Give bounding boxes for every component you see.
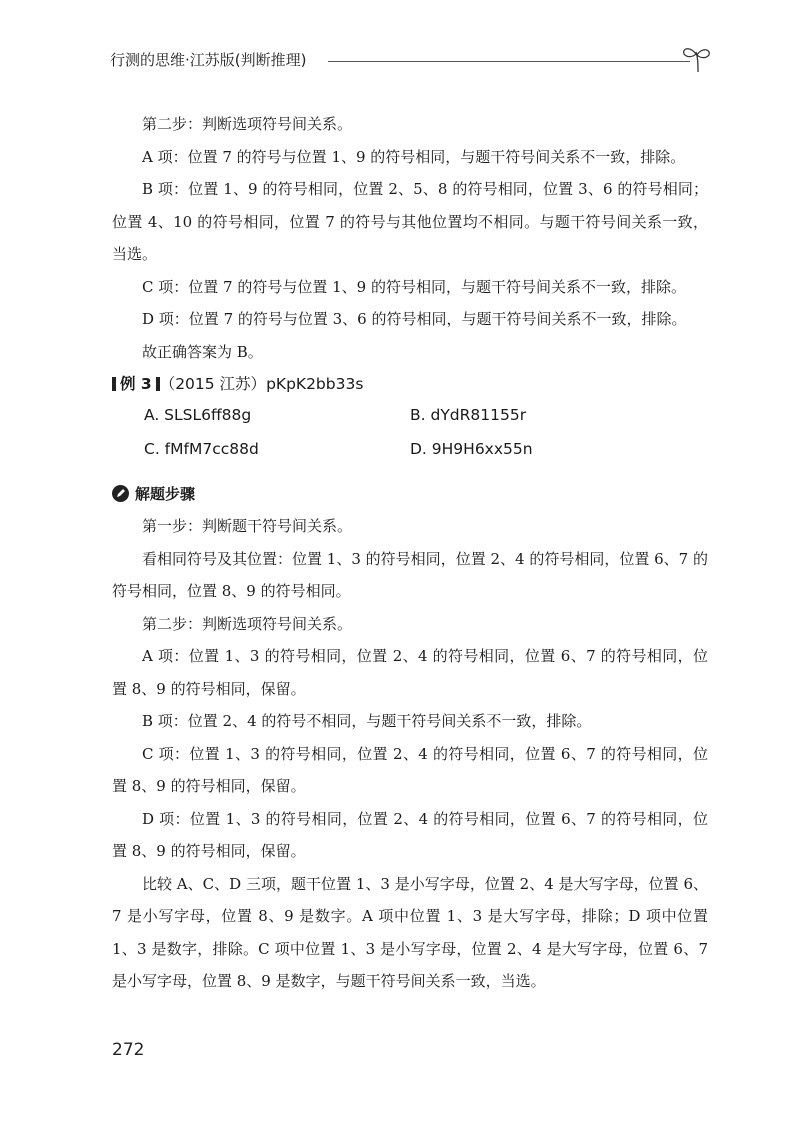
solution-step1: 第一步：判断题干符号间关系。 xyxy=(142,517,353,535)
example-source: （2015 江苏） xyxy=(159,375,267,393)
solution-option-c: C 项：位置 1、3 的符号相同，位置 2、4 的符号相同，位置 6、7 的符号相同，位置 8、9 的符号相同，保留。 xyxy=(112,744,708,795)
section1-answer: 故正确答案为 B。 xyxy=(142,342,263,361)
option-c: C. fMfM7cc88d xyxy=(144,440,259,458)
solution-compare: 比较 A、C、D 三项，题干位置 1、3 是小写字母，位置 2、4 是大写字母，位置 6、7 是小写字母，位置 8、9 是数字。A 项中位置 1、3 是大写字母，排除；D 项中位置 1、3 是数字，排除。C 项中位置 1、3 是小写字母，位置 2、4 是大写字母，位置 6、7 是小写字母，位置 8、9 是数字，与题干符号间关系一致，当选。 xyxy=(112,874,713,990)
page-number: 272 xyxy=(112,1040,145,1060)
sprout-icon xyxy=(678,44,718,74)
option-d: D. 9H9H6xx55n xyxy=(410,440,533,458)
solution-option-b: B 项：位置 2、4 的符号不相同，与题干符号间关系不一致，排除。 xyxy=(142,712,592,730)
example-heading xyxy=(112,368,708,400)
page-content xyxy=(112,108,713,998)
example-question: pKpK2bb33s xyxy=(266,375,364,393)
solution-heading xyxy=(112,478,708,510)
running-header xyxy=(110,44,715,74)
solution-option-a: A 项：位置 1、3 的符号相同，位置 2、4 的符号相同，位置 6、7 的符号相同，位置 8、9 的符号相同，保留。 xyxy=(112,647,708,698)
option-b: B. dYdR81155r xyxy=(410,406,527,424)
section1-option-c: C 项：位置 7 的符号与位置 1、9 的符号相同，与题干符号间关系不一致，排除。 xyxy=(142,277,686,296)
section1-option-b: B 项：位置 1、9 的符号相同，位置 2、5、8 的符号相同，位置 3、6 的符号相同；位置 4、10 的符号相同，位置 7 的符号与其他位置均不相同。与题干符号间关系一致，当选。 xyxy=(112,180,708,263)
solution-observe: 看相同符号及其位置：位置 1、3 的符号相同，位置 2、4 的符号相同，位置 6、7 的符号相同，位置 8、9 的符号相同。 xyxy=(112,549,708,600)
solution-step2: 第二步：判断选项符号间关系。 xyxy=(142,614,353,633)
pencil-icon xyxy=(112,485,129,502)
header-rule xyxy=(328,61,690,62)
section1-option-a: A 项：位置 7 的符号与位置 1、9 的符号相同，与题干符号间关系不一致，排除。 xyxy=(142,147,686,166)
option-a: A. SLSL6ff88g xyxy=(144,406,252,424)
book-title: 行测的思维·江苏版(判断推理) xyxy=(110,51,307,69)
example-options xyxy=(112,400,708,478)
example-label: 例 3 xyxy=(120,375,152,393)
solution-title: 解题步骤 xyxy=(135,485,196,503)
solution-option-d: D 项：位置 1、3 的符号相同，位置 2、4 的符号相同，位置 6、7 的符号相同，位置 8、9 的符号相同，保留。 xyxy=(112,809,708,860)
section1-step2: 第二步：判断选项符号间关系。 xyxy=(142,115,353,133)
example-bar-left xyxy=(112,377,116,391)
section1-option-d: D 项：位置 7 的符号与位置 3、6 的符号相同，与题干符号间关系不一致，排除。 xyxy=(142,310,687,328)
